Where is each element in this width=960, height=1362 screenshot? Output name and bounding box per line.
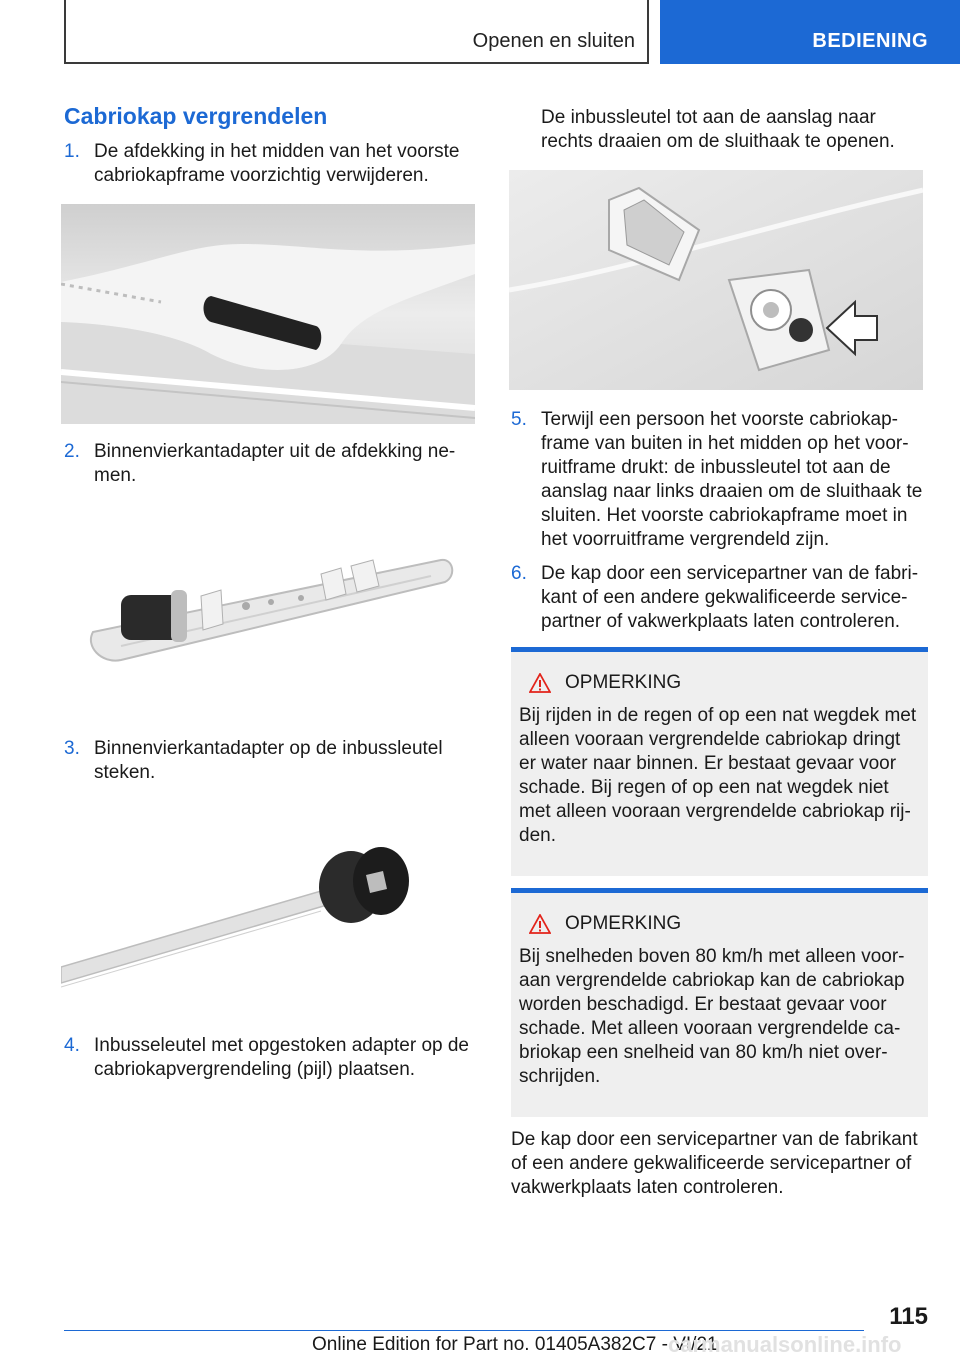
step-number: 1. (64, 141, 80, 162)
warning-triangle-icon (529, 673, 551, 693)
header-section-tab[interactable] (660, 0, 960, 64)
footer-edition: Online Edition for Part no. 01405A382C7 - VI/21 (312, 1334, 718, 1355)
figure-adapter (61, 510, 475, 710)
figure-cover (61, 204, 475, 424)
step-text: Terwijl een persoon het voorste cabriokap-frame van buiten in het midden op het voor-ruitframe drukt: de inbussleutel tot aan de aanslag naar links draaien om de sluithaak te sluiten. Het voorste cabriokapframe moet in het voorruitframe vergrendeld zijn. (541, 409, 923, 550)
step-1 (64, 140, 474, 188)
step-3 (64, 737, 474, 785)
figure-lock-arrow (509, 170, 923, 390)
step-5 (511, 408, 931, 552)
note-body: Bij snelheden boven 80 km/h met alleen voor-aan vergrendelde cabriokap kan de cabriokap worden beschadigd. Er bestaat gevaar voor schade. Met alleen vooraan vergrendelde ca-briokap een snelheid van 80 km/h niet over-schrijden. (519, 946, 905, 1087)
step-number: 6. (511, 563, 527, 584)
step-text: Inbusseleutel met opgestoken adapter op de cabriokapvergrendeling (pijl) plaatsen. (94, 1035, 469, 1080)
watermark: carmanualsonline.info (668, 1332, 902, 1357)
note-heading (529, 913, 920, 935)
note-heading-text: OPMERKING (565, 672, 682, 693)
step-text: De kap door een servicepartner van de fabri-kant of een andere gekwalificeerde service-partner of vakwerkplaats laten controleren. (541, 563, 919, 632)
step-4 (64, 1034, 474, 1082)
step-text: Binnenvierkantadapter uit de afdekking ne-men. (94, 441, 456, 486)
page-title: Cabriokap vergrendelen (64, 103, 328, 129)
header-chapter-box (64, 0, 649, 64)
header-section: BEDIENING (812, 30, 928, 52)
step-6 (511, 562, 931, 634)
figure-key-adapter (61, 815, 475, 1005)
warning-triangle-icon (529, 914, 551, 934)
step-number: 4. (64, 1035, 80, 1056)
note-box (511, 647, 928, 876)
closing-paragraph: De kap door een servicepartner van de fabrikant of een andere gekwalificeerde servicepartner of vakwerkplaats laten controleren. (511, 1129, 918, 1198)
header-chapter: Openen en sluiten (472, 30, 635, 52)
step-4-continued: De inbussleutel tot aan de aanslag naar rechts draaien om de sluithaak te openen. (541, 107, 895, 152)
note-body: Bij rijden in de regen of op een nat wegdek met alleen vooraan vergrendelde cabriokap dringt er water naar binnen. Er bestaat gevaar voor schade. Bij regen of op een nat wegdek niet met alleen vooraan vergrendelde cabriokap rij-den. (519, 705, 917, 846)
step-text: Binnenvierkantadapter op de inbussleutel steken. (94, 738, 443, 783)
step-number: 2. (64, 441, 80, 462)
step-number: 5. (511, 409, 527, 430)
step-number: 3. (64, 738, 80, 759)
footer-divider (64, 1330, 864, 1331)
step-text: De afdekking in het midden van het voorste cabriokapframe voorzichtig verwijderen. (94, 141, 460, 186)
note-heading-text: OPMERKING (565, 913, 682, 934)
step-2 (64, 440, 474, 488)
note-heading (529, 672, 920, 694)
page-number: 115 (889, 1303, 928, 1330)
note-box (511, 888, 928, 1117)
